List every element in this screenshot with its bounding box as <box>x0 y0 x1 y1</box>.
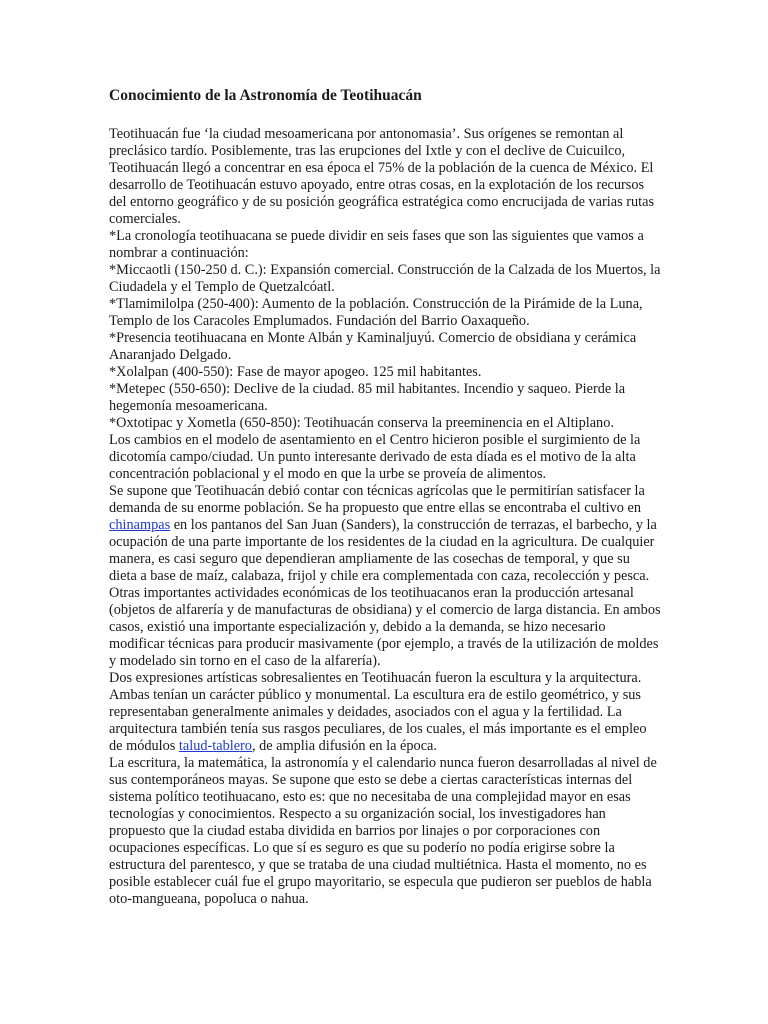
paragraph-art <box>109 670 661 755</box>
paragraph-phase-oxtotipac: *Oxtotipac y Xometla (650-850): Teotihuacán conserva la preeminencia en el Altiplano. <box>109 415 614 431</box>
document-page <box>109 86 661 908</box>
paragraph-phase-xolalpan: *Xolalpan (400-550): Fase de mayor apogeo. 125 mil habitantes. <box>109 364 482 380</box>
paragraph-intro: Teotihuacán fue ‘la ciudad mesoamericana por antonomasia’. Sus orígenes se remontan al preclásico tardío. Posiblemente, tras las erupciones del Ixtle y con el declive de Cuicuilco, Teotihuacán llegó a concentrar en esa época el 75% de la población de la cuenca de México. El desarrollo de Teotihuacán estuvo apoyado, entre otras cosas, en la explotación de los recursos del entorno geográfico y de su posición geográfica estratégica como encrucijada de varias rutas comerciales. <box>109 126 655 227</box>
paragraph-agriculture <box>109 483 661 585</box>
document-body <box>109 126 661 908</box>
paragraph-phase-presencia: *Presencia teotihuacana en Monte Albán y Kaminaljuyú. Comercio de obsidiana y cerámica Anaranjado Delgado. <box>109 330 637 363</box>
paragraph-phase-metepec: *Metepec (550-650): Declive de la ciudad. 85 mil habitantes. Incendio y saqueo. Pierde la hegemonía mesoamericana. <box>109 381 626 414</box>
paragraph-agriculture-text-b: en los pantanos del San Juan (Sanders), la construcción de terrazas, el barbecho, y la ocupación de una parte importante de los residentes de la ciudad en la agricultura. De cualquier manera, es casi seguro que dependieran ampliamente de las cosechas de temporal, y que su dieta a base de maíz, calabaza, frijol y chile era complementada con caza, recolección y pesca. <box>109 517 657 584</box>
chinampas-link[interactable]: chinampas <box>109 517 171 533</box>
document-title: Conocimiento de la Astronomía de Teotihuacán <box>109 87 422 104</box>
paragraph-art-text-b: , de amplia difusión en la época. <box>251 738 437 754</box>
paragraph-chronology-intro: *La cronología teotihuacana se puede dividir en seis fases que son las siguientes que vamos a nombrar a continuación: <box>109 228 644 261</box>
paragraph-phase-tlamimilolpa: *Tlamimilolpa (250-400): Aumento de la población. Construcción de la Pirámide de la Luna, Templo de los Caracoles Emplumados. Fundación del Barrio Oaxaqueño. <box>109 296 643 329</box>
paragraph-economy: Otras importantes actividades económicas de los teotihuacanos eran la producción artesanal (objetos de alfarería y de manufacturas de obsidiana) y el comercio de larga distancia. En ambos casos, existió una importante especialización y, debido a la demanda, se hizo necesario modificar técnicas para producir masivamente (por ejemplo, a través de la utilización de moldes y modelado sin torno en el caso de la alfarería). <box>109 585 661 669</box>
paragraph-settlement: Los cambios en el modelo de asentamiento en el Centro hicieron posible el surgimiento de la dicotomía campo/ciudad. Un punto interesante derivado de esta díada es el motivo de la alta concentración poblacional y el modo en que la urbe se proveía de alimentos. <box>109 432 641 482</box>
paragraph-art-text-a: Dos expresiones artísticas sobresalientes en Teotihuacán fueron la escultura y la arquitectura. Ambas tenían un carácter público y monumental. La escultura era de estilo geométrico, y sus representaban generalmente animales y deidades, asociados con el agua y la fertilidad. La arquitectura también tenía sus rasgos peculiares, de los cuales, el más importante es el empleo de módulos <box>109 670 647 754</box>
paragraph-phase-miccaotli: *Miccaotli (150-250 d. C.): Expansión comercial. Construcción de la Calzada de los Muertos, la Ciudadela y el Templo de Quetzalcóatl. <box>109 262 661 295</box>
paragraph-society: La escritura, la matemática, la astronomía y el calendario nunca fueron desarrolladas al nivel de sus contemporáneos mayas. Se supone que esto se debe a ciertas características internas del sistema político teotihuacano, esto es: que no necesitaba de una complejidad mayor en esas tecnologías y conocimientos. Respecto a su organización social, los investigadores han propuesto que la ciudad estaba dividida en barrios por linajes o por corporaciones con ocupaciones específicas. Lo que sí es seguro es que su poderío no podía erigirse sobre la estructura del parentesco, y que se trataba de una ciudad multiétnica. Hasta el momento, no es posible establecer cuál fue el grupo mayoritario, se especula que pudieron ser pueblos de habla oto-mangueana, popoluca o nahua. <box>109 755 657 907</box>
paragraph-agriculture-text-a: Se supone que Teotihuacán debió contar con técnicas agrícolas que le permitirían satisfacer la demanda de su enorme población. Se ha propuesto que entre ellas se encontraba el cultivo en <box>109 483 645 516</box>
talud-tablero-link[interactable]: talud-tablero <box>178 738 252 754</box>
